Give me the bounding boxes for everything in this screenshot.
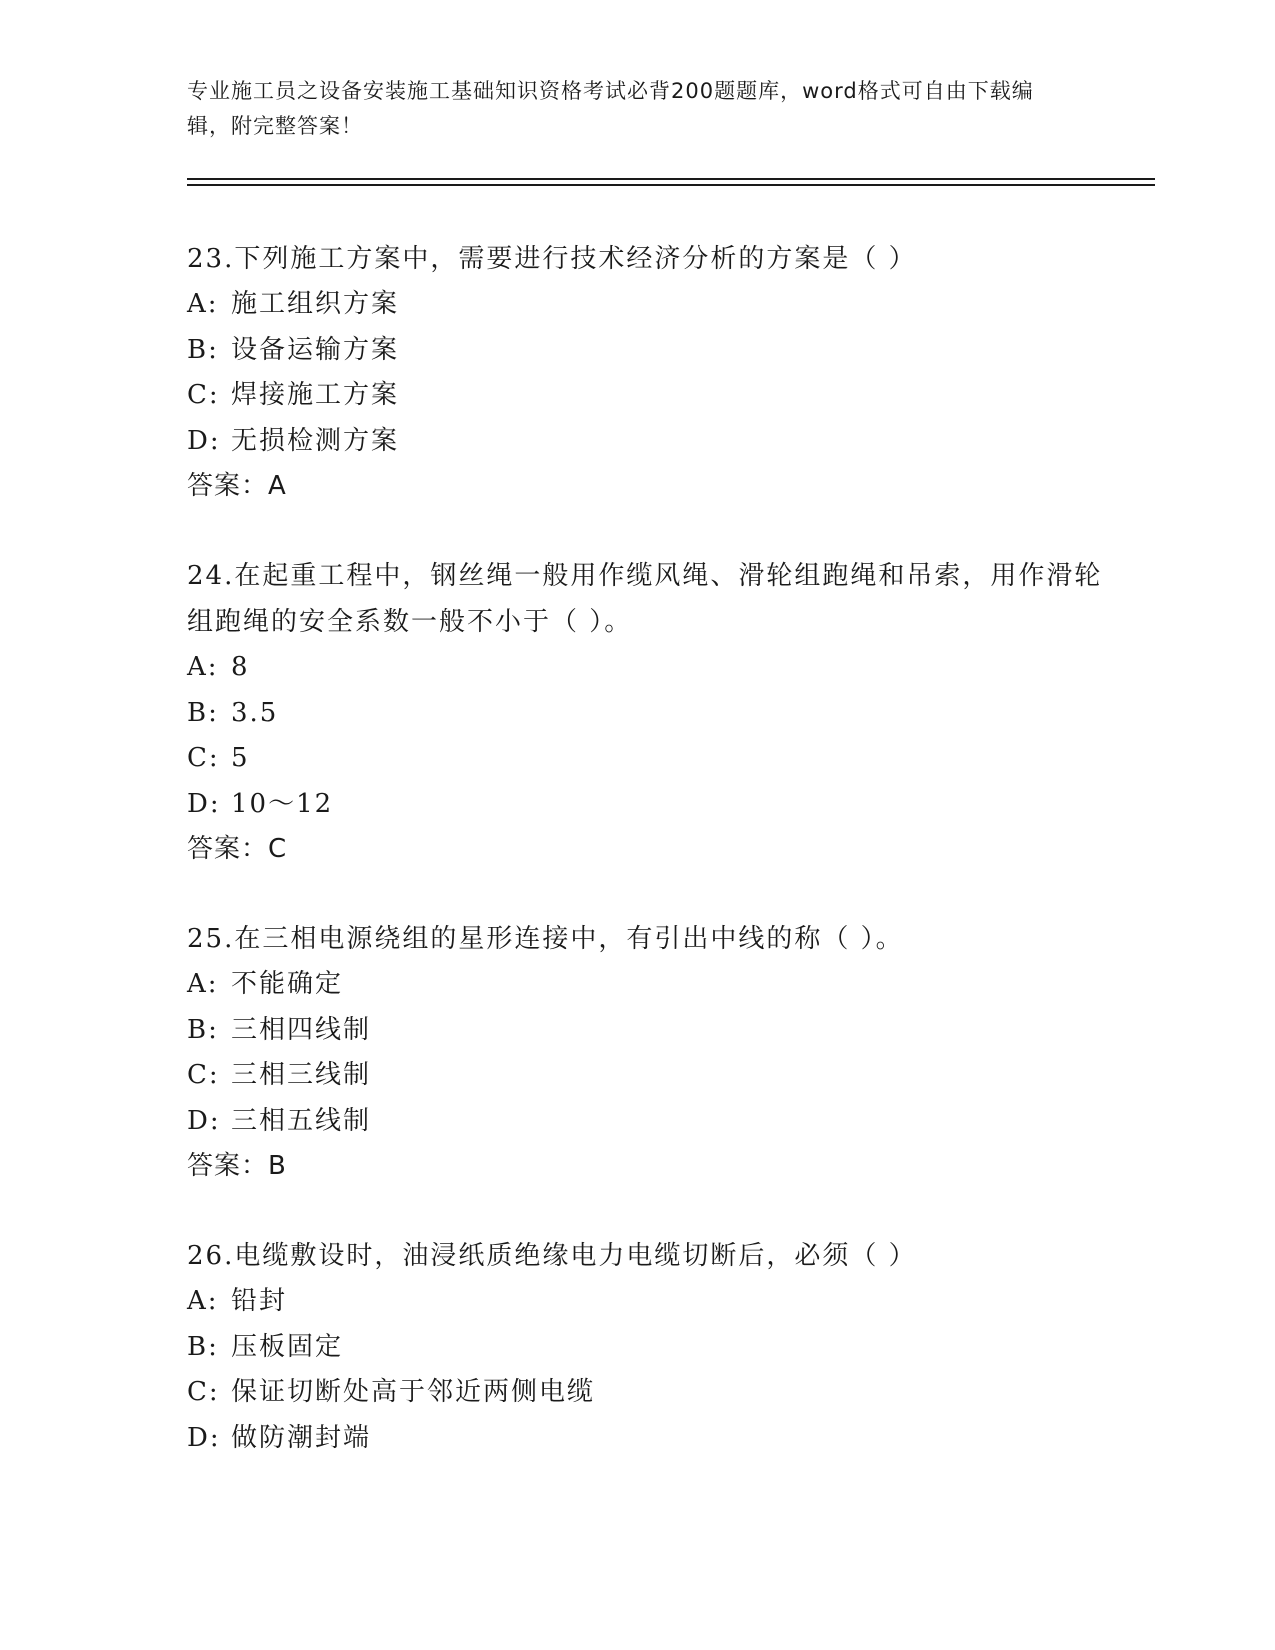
option-letter: D: (187, 425, 221, 456)
option-a (187, 645, 1107, 691)
option-letter: C: (187, 380, 220, 410)
option-letter: B: (187, 334, 219, 365)
option-text: 三相五线制 (231, 1105, 372, 1136)
option-c (187, 373, 1107, 419)
question-text: 25.在三相电源绕组的星形连接中，有引出中线的称（ ）。 (187, 924, 904, 954)
option-text: 做防潮封端 (231, 1422, 372, 1453)
option-letter: A: (187, 1286, 219, 1316)
option-b (187, 328, 1107, 374)
option-b (187, 1008, 1107, 1054)
option-b (187, 1325, 1107, 1371)
option-c (187, 736, 1107, 782)
option-b (187, 691, 1107, 737)
answer-line: 答案：B (187, 1151, 287, 1181)
option-text: 铅封 (231, 1286, 288, 1316)
option-text: 5 (231, 743, 250, 773)
option-c (187, 1053, 1107, 1099)
option-text: 不能确定 (231, 969, 344, 999)
option-text: 焊接施工方案 (231, 380, 400, 410)
option-d (187, 419, 1107, 465)
option-text: 设备运输方案 (231, 334, 400, 365)
option-text: 三相三线制 (231, 1060, 372, 1090)
option-text: 8 (231, 652, 250, 682)
option-text: 压板固定 (231, 1331, 344, 1362)
option-text: 10～12 (231, 788, 334, 819)
option-letter: B: (187, 697, 219, 728)
option-letter: D: (187, 1422, 221, 1453)
option-letter: A: (187, 289, 219, 319)
header-title: 专业施工员之设备安装施工基础知识资格考试必背200题题库，word格式可自由下载编辑，附完整答案！ (187, 79, 1034, 138)
option-a (187, 282, 1107, 328)
header-divider-top (187, 178, 1155, 180)
option-d (187, 1099, 1107, 1145)
option-letter: C: (187, 743, 220, 773)
option-a (187, 1279, 1107, 1325)
question-text: 23.下列施工方案中，需要进行技术经济分析的方案是（ ） (187, 244, 917, 274)
option-letter: A: (187, 969, 219, 999)
question-23 (187, 236, 1107, 509)
question-25 (187, 916, 1107, 1189)
option-letter: D: (187, 788, 221, 819)
option-text: 三相四线制 (231, 1014, 372, 1045)
question-24 (187, 553, 1107, 872)
option-letter: C: (187, 1060, 220, 1090)
document-header (187, 74, 1067, 144)
option-text: 保证切断处高于邻近两侧电缆 (231, 1377, 596, 1407)
option-letter: D: (187, 1105, 221, 1136)
option-text: 3.5 (231, 697, 279, 728)
option-text: 施工组织方案 (231, 289, 400, 319)
option-letter: B: (187, 1014, 219, 1045)
option-letter: C: (187, 1377, 220, 1407)
option-d (187, 1416, 1107, 1462)
option-text: 无损检测方案 (231, 425, 400, 456)
option-a (187, 962, 1107, 1008)
option-c (187, 1370, 1107, 1416)
option-d (187, 782, 1107, 828)
question-text: 24.在起重工程中，钢丝绳一般用作缆风绳、滑轮组跑绳和吊索，用作滑轮组跑绳的安全系数一般不小于（ ）。 (187, 561, 1103, 637)
header-divider-bottom (187, 184, 1155, 186)
option-letter: B: (187, 1331, 219, 1362)
question-list (187, 236, 1107, 1505)
answer-line: 答案：A (187, 471, 287, 501)
option-letter: A: (187, 652, 219, 682)
question-26 (187, 1233, 1107, 1461)
answer-line: 答案：C (187, 834, 288, 864)
question-text: 26.电缆敷设时，油浸纸质绝缘电力电缆切断后，必须（ ） (187, 1241, 917, 1271)
